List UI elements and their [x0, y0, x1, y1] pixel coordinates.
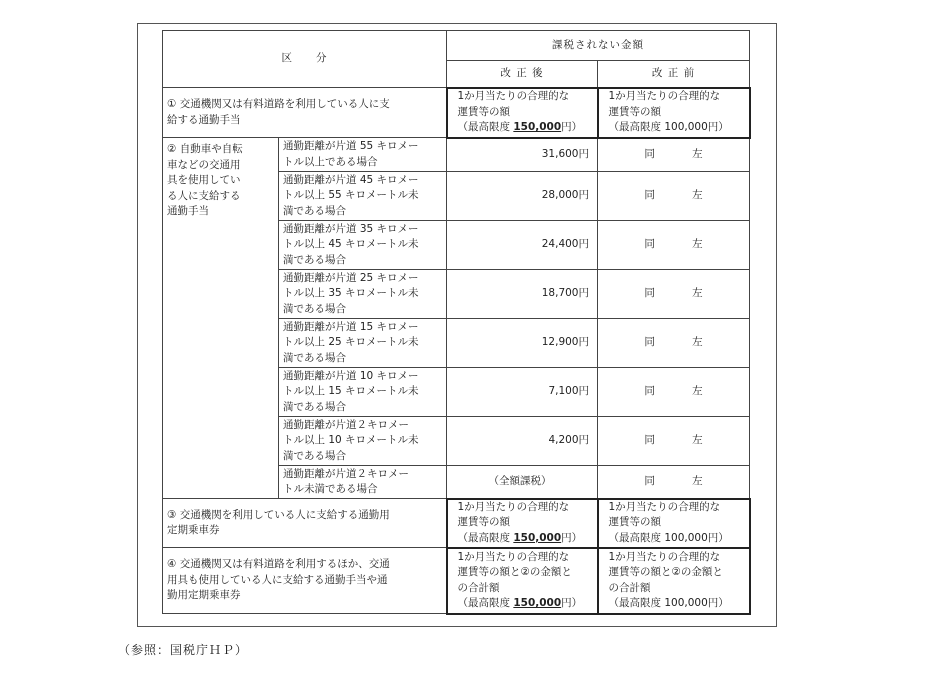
commuting-allowance-table [162, 30, 751, 615]
exempt-amount-header: 課税されない金額 [447, 31, 750, 61]
after-amount-cell: 18,700円 [447, 270, 598, 319]
table-row-commuter-pass [163, 499, 750, 548]
after-amount-cell: 28,000円 [447, 172, 598, 221]
before-amount-cell: 同 左 [598, 466, 750, 499]
category-cell: ① 交通機関又は有料道路を利用している人に支 給する通勤手当 [163, 88, 447, 138]
after-amount-cell: 24,400円 [447, 221, 598, 270]
max-limit: （最高限度 100,000円） [608, 531, 729, 544]
before-amount-cell: 同 左 [598, 172, 750, 221]
distance-cell: 通勤距離が片道 25 キロメー トル以上 35 キロメートル未 満である場合 [279, 270, 447, 319]
division-header: 区 分 [163, 31, 447, 88]
before-amount-cell: 同 左 [598, 319, 750, 368]
source-note: （参照：国税庁ＨＰ） [118, 643, 249, 657]
distance-cell: 通勤距離が片道 15 キロメー トル以上 25 キロメートル未 満である場合 [279, 319, 447, 368]
max-limit: （最高限度 100,000円） [608, 121, 729, 134]
after-amount-cell: 7,100円 [447, 368, 598, 417]
after-amount-cell: 31,600円 [447, 138, 598, 172]
before-amount-cell: 同 左 [598, 138, 750, 172]
distance-cell: 通勤距離が片道２キロメー トル以上 10 キロメートル未 満である場合 [279, 417, 447, 466]
header-row-1 [163, 31, 750, 61]
distance-cell: 通勤距離が片道 10 キロメー トル以上 15 キロメートル未 満である場合 [279, 368, 447, 417]
max-limit: （最高限度 150,000円） [457, 597, 583, 609]
max-limit: （最高限度 100,000円） [608, 597, 729, 609]
after-amount-cell: 12,900円 [447, 319, 598, 368]
before-amount-cell: 同 左 [598, 221, 750, 270]
max-limit: （最高限度 150,000円） [457, 121, 583, 134]
after-amount-cell: 1か月当たりの合理的な 運賃等の額 （最高限度 150,000円） [447, 499, 598, 548]
after-amount-cell: 4,200円 [447, 417, 598, 466]
before-amount-cell: 1か月当たりの合理的な 運賃等の額と②の金額と の合計額 （最高限度 100,000円） [598, 548, 750, 614]
table-row-combined [163, 548, 750, 614]
distance-cell: 通勤距離が片道 35 キロメー トル以上 45 キロメートル未 満である場合 [279, 221, 447, 270]
after-revision-header: 改 正 後 [447, 61, 598, 88]
category-cell: ③ 交通機関を利用している人に支給する通勤用 定期乗車券 [163, 499, 447, 548]
before-revision-header: 改 正 前 [598, 61, 750, 88]
distance-cell: 通勤距離が片道２キロメー トル未満である場合 [279, 466, 447, 499]
after-amount-cell: 1か月当たりの合理的な 運賃等の額と②の金額と の合計額 （最高限度 150,000円） [447, 548, 598, 614]
before-amount-cell: 同 左 [598, 417, 750, 466]
before-amount-cell: 同 左 [598, 270, 750, 319]
distance-cell: 通勤距離が片道 55 キロメー トル以上である場合 [279, 138, 447, 172]
after-amount-cell: （全額課税） [447, 466, 598, 499]
after-amount-cell: 1か月当たりの合理的な 運賃等の額 （最高限度 150,000円） [447, 88, 598, 138]
table-row-public-transport [163, 88, 750, 138]
table-row-vehicle-55 [163, 138, 750, 172]
before-amount-cell: 1か月当たりの合理的な 運賃等の額 （最高限度 100,000円） [598, 499, 750, 548]
category-cell: ④ 交通機関又は有料道路を利用するほか、交通 用具も使用している人に支給する通勤手当や通 勤用定期乗車券 [163, 548, 447, 614]
distance-cell: 通勤距離が片道 45 キロメー トル以上 55 キロメートル未 満である場合 [279, 172, 447, 221]
before-amount-cell: 同 左 [598, 368, 750, 417]
before-amount-cell: 1か月当たりの合理的な 運賃等の額 （最高限度 100,000円） [598, 88, 750, 138]
vehicle-category-cell: ② 自動車や自転 車などの交通用 具を使用してい る人に支給する 通勤手当 [163, 138, 279, 499]
max-limit: （最高限度 150,000円） [457, 531, 583, 544]
